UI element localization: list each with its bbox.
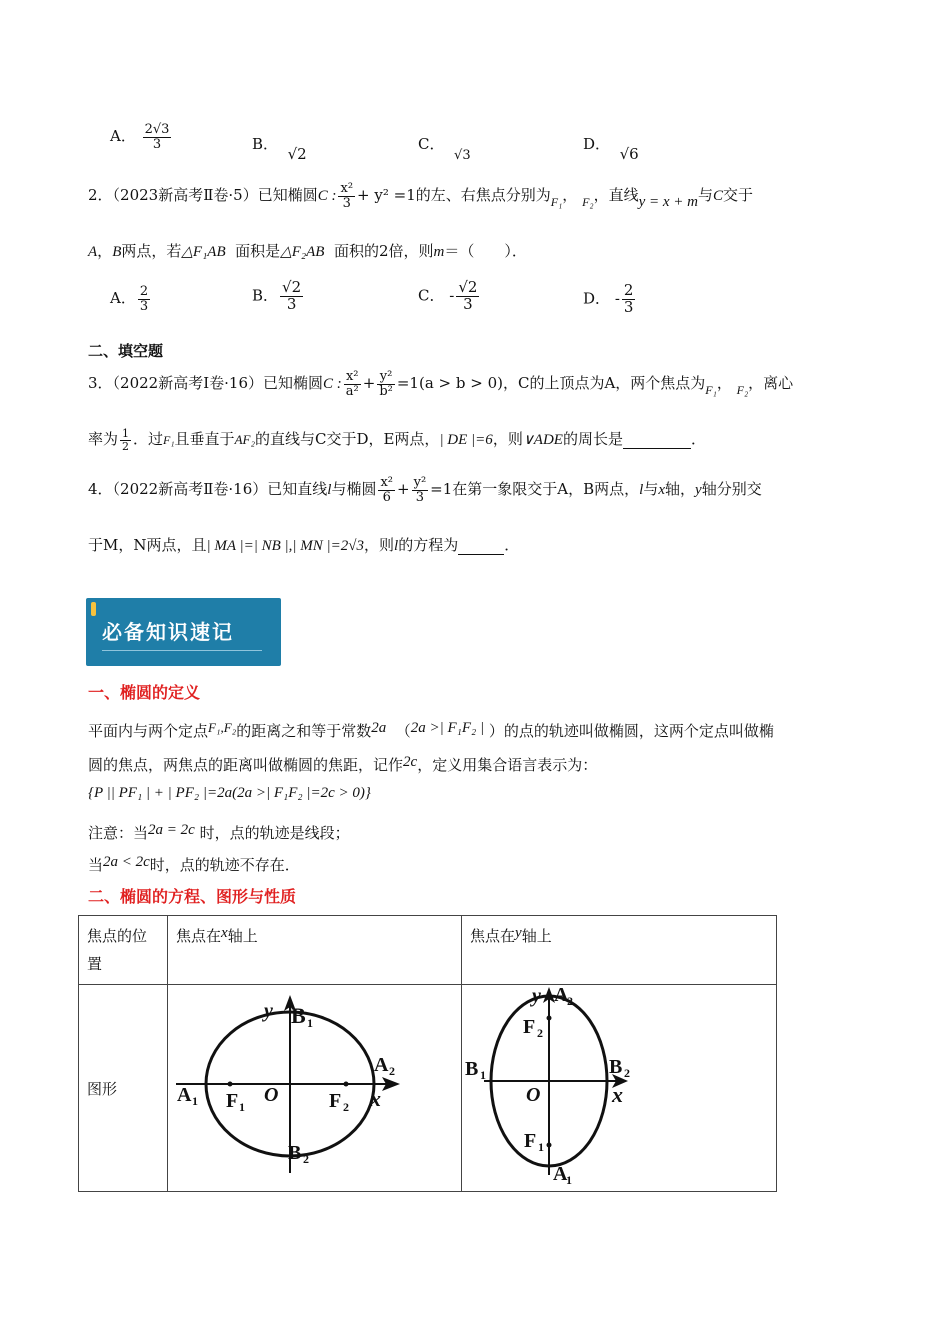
knowledge-banner [86,598,281,666]
q1-option-b: B． √2 [252,135,307,163]
label-a2-sub: 2 [389,1064,395,1078]
q1-a-den: 3 [152,136,162,152]
q4-line2: 于M，N两点，且| MA |=| NB |,| MN |=2√3，则l的方程为 ． [88,536,520,554]
label-f2: F [523,1016,536,1038]
q3-answer-blank[interactable] [623,430,691,449]
def-note1: 注意：当2a = 2c 时，点的轨迹是线段； [88,822,350,842]
label-a1: A [553,1163,568,1185]
q2-option-d: D． - $\frac{2}{3}$ [583,281,634,316]
label-b1: B [291,1003,306,1028]
def-paragraph-line2: 圆的焦点，两焦点的距离叫做椭圆的焦距，记作2c，定义用集合语言表示为： [88,754,598,774]
section-properties-title: 二、椭圆的方程、图形与性质 [88,887,297,906]
def-paragraph-line1: 平面内与两个定点F₁,F₂的距离之和等于常数2a （2a >| F₁F₂ | ）的点的轨迹叫做椭圆，这两个定点叫做椭 [88,720,774,740]
focus-f2 [344,1082,349,1087]
banner-underline [102,650,262,651]
def-note2: 当2a < 2c时，点的轨迹不存在． [88,854,300,874]
q1-d-val: √6 [619,145,639,163]
label-a1-sub: 1 [566,1173,572,1187]
label-f2: F [329,1090,342,1112]
label-b1-sub: 1 [480,1068,486,1082]
q3-line2: 率为 $\frac{1}{2}$ ．过F₁且垂直于AF₂的直线与C交于D，E两点，| DE |=6，则∨ADE的周长是 ． [88,427,706,453]
label-b1-sub: 1 [307,1016,313,1030]
def-set-notation: {P || PF₁ | + | PF₂ |=2a(2a >| F₁F₂ |=2c > 0)} [88,785,371,801]
label-x: x [370,1086,381,1111]
label-f1-sub: 1 [538,1140,544,1154]
section-fill-in: 二、填空题 [88,342,164,360]
q3-line1: 3．（2022新高考Ⅰ卷·16）已知椭圆C : $\frac{\text{x²}}{\text{a²}}$ + $\frac{\text{y²}}{\text{b²}}$ =1(a > b > 0)，C的上顶点为A，两个焦点为$_{F_1}$， $_{F_2}$，离心 [88,369,794,399]
label-a2: A [554,985,569,1006]
table-header-row [79,916,777,985]
label-y: y [532,985,541,1007]
label-b2-sub: 2 [624,1066,630,1080]
q2-option-c: C． - $\frac{√2}{3}$ [418,278,478,313]
label-b1: B [465,1058,479,1080]
q1-b-val: √2 [287,145,307,163]
label-a2: A [374,1054,389,1076]
label-a1-sub: 1 [192,1094,198,1108]
label-b2: B [609,1056,623,1078]
table-figure-row [79,985,777,1192]
q1-option-a: A． $\frac{2√3}{3}$ [110,122,170,152]
q2-option-b: B． $\frac{√2}{3}$ [252,278,302,313]
q2-line2: A，B两点，若△F₁AB 面积是△F₂AB 面积的2倍，则m＝（ ）． [88,242,527,260]
header-focus-position: 焦点的位置 [79,916,168,985]
header-x-axis: 焦点在x轴上 [168,916,462,985]
q1-c-val: √3 [454,148,471,163]
q1-option-d: D． √6 [583,135,639,163]
ellipse-x-diagram [168,985,461,1191]
banner-accent [91,602,96,616]
label-x: x [612,1082,623,1107]
q1-a-num: 2√3 [144,122,170,137]
label-y: y [264,1000,273,1022]
figure-x-focus [168,985,462,1192]
label-f1: F [524,1130,537,1152]
label-a1: A [177,1084,192,1106]
ellipse-y-diagram [462,985,776,1191]
label-f1: F [226,1090,239,1112]
focus-f1 [547,1143,552,1148]
label-f1-sub: 1 [239,1100,245,1114]
properties-table [78,915,777,1192]
focus-f2 [547,1016,552,1021]
label-a2-sub: 2 [567,994,573,1008]
label-f2-sub: 2 [537,1026,543,1040]
q4-answer-blank[interactable] [458,536,504,555]
label-b2: B [288,1142,302,1164]
label-b2-sub: 2 [303,1152,309,1166]
q2-line1: 2．（2023新高考Ⅱ卷·5）已知椭圆C : $\frac{\text{x²}}{3}$ + y² =1的左、右焦点分别为$_{F_1}$， $_{F_2}$，直线y = x + m与C交于 [88,181,754,211]
banner-title: 必备知识速记 [102,620,234,644]
focus-f1 [228,1082,233,1087]
section-definition-title: 一、椭圆的定义 [88,683,201,702]
label-f2-sub: 2 [343,1100,349,1114]
row-label-figure: 图形 [79,985,168,1192]
label-origin: O [264,1084,279,1106]
q4-line1: 4．（2022新高考Ⅱ卷·16）已知直线l与椭圆 $\frac{\text{x²}}{6}$ + $\frac{\text{y²}}{3}$ =1在第一象限交于A，B两点，l与x轴，y轴分别交 [88,475,762,505]
header-y-axis: 焦点在y轴上 [462,916,777,985]
figure-y-focus [462,985,777,1192]
q2-option-a: A． $\frac{2}{3}$ [110,284,149,314]
label-origin: O [526,1084,541,1106]
q1-option-c: C． √3 [418,135,471,163]
